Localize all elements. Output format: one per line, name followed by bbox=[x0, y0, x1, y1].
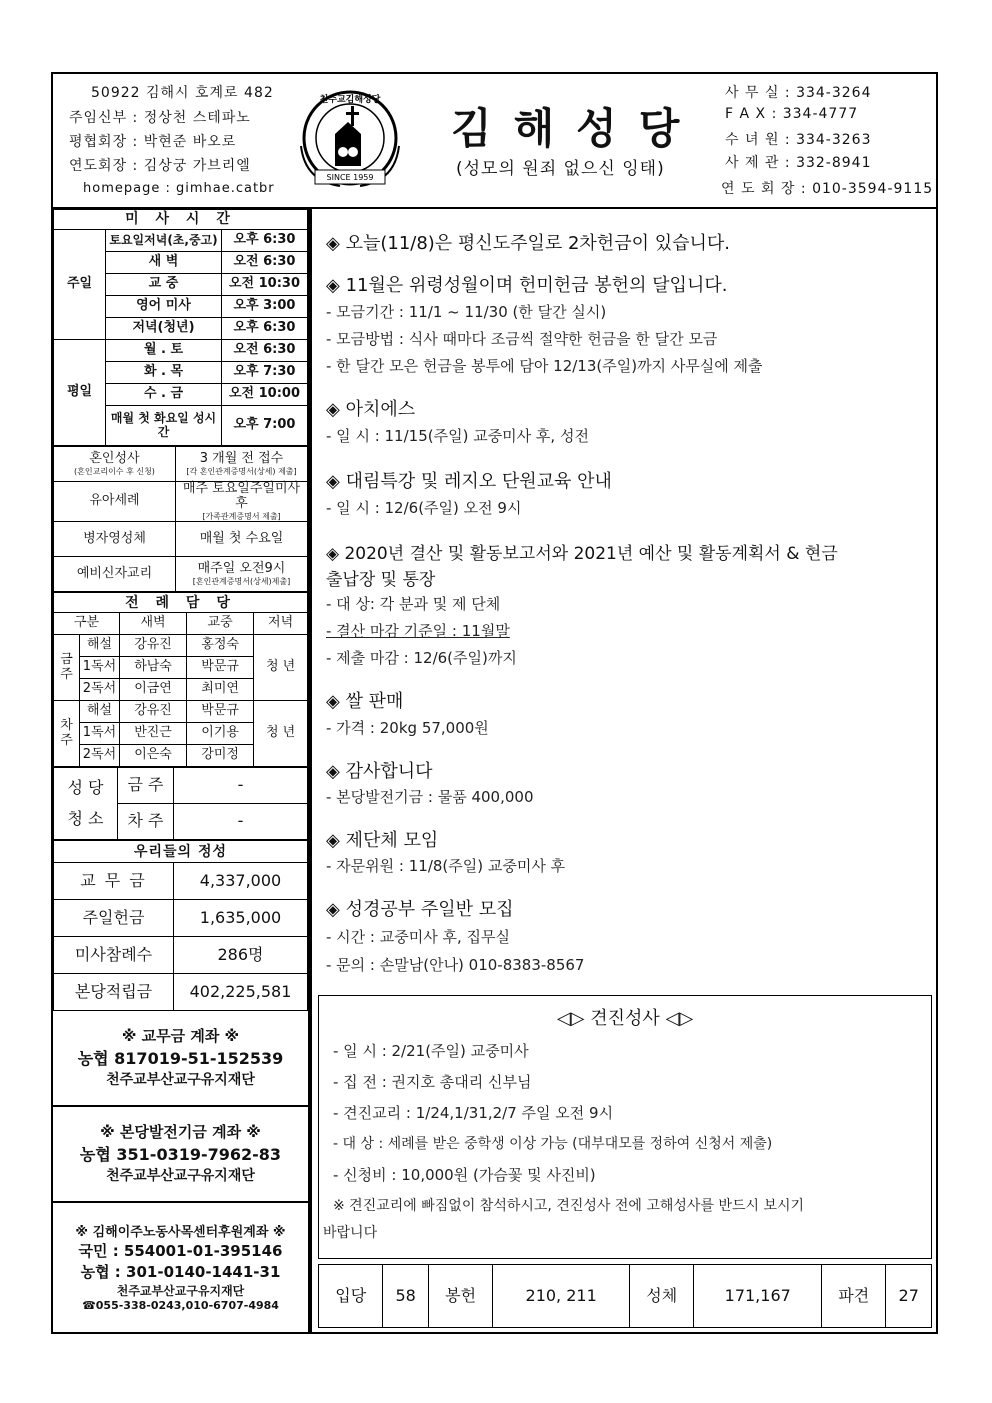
sacrament-name: 혼인성사 bbox=[89, 450, 140, 466]
account-number: 농협 817019-51-152539 bbox=[77, 1049, 284, 1069]
col-header: 구분 bbox=[54, 613, 120, 635]
notice-line: - 한 달간 모은 헌금을 봉투에 담아 12/13(주일)까지 사무실에 제출 bbox=[326, 357, 763, 375]
notice-line: - 모금기간 : 11/1 ~ 11/30 (한 달간 실시) bbox=[326, 303, 607, 321]
offerings-title: 우리들의 정성 bbox=[54, 841, 308, 863]
notice-line: - 본당발전기금 : 물품 400,000 bbox=[326, 788, 534, 806]
role: 2독서 bbox=[80, 679, 120, 701]
notice-line: - 일 시 : 12/6(주일) 오전 9시 bbox=[326, 499, 522, 517]
notice-heading: ◈ 오늘(11/8)은 평신도주일로 2차헌금이 있습니다. bbox=[326, 233, 730, 254]
confirmation-note: 바랍니다 bbox=[323, 1225, 378, 1241]
offering-label: 교 무 금 bbox=[54, 863, 174, 900]
offering-value: 402,225,581 bbox=[174, 974, 308, 1011]
sacrament-value-note: [가족관계증명서 제출] bbox=[202, 511, 281, 521]
account-title: ※ 본당발전기금 계좌 ※ bbox=[100, 1123, 261, 1142]
stat-label: 파견 bbox=[822, 1265, 886, 1328]
mass-time: 오후 6:30 bbox=[222, 318, 308, 340]
person: 반진근 bbox=[120, 723, 187, 745]
fax: F A X : 334-4777 bbox=[725, 106, 859, 122]
parish-logo-icon bbox=[285, 86, 415, 201]
offering-label: 본당적립금 bbox=[54, 974, 174, 1011]
person: 강미정 bbox=[187, 745, 254, 767]
notice-heading: ◈ 11월은 위령성월이며 헌미헌금 봉헌의 달입니다. bbox=[326, 275, 728, 296]
cleaning-table bbox=[53, 767, 308, 840]
mass-time: 오전 10:00 bbox=[222, 384, 308, 406]
notice-line: - 모금방법 : 식사 때마다 조금씩 절약한 헌금을 한 달간 모금 bbox=[326, 330, 718, 348]
mass-time: 오후 6:30 bbox=[222, 230, 308, 252]
mass-time: 오후 7:30 bbox=[222, 362, 308, 384]
mass-time: 오전 6:30 bbox=[222, 340, 308, 362]
stat-label: 성체 bbox=[630, 1265, 694, 1328]
mass-name: 영어 미사 bbox=[106, 296, 222, 318]
account-holder: 천주교부산교구유지재단 bbox=[106, 1072, 255, 1089]
person: 이금연 bbox=[120, 679, 187, 701]
confirmation-line: - 신청비 : 10,000원 (가슴꽃 및 사진비) bbox=[333, 1166, 596, 1184]
week-label: 차주 bbox=[54, 701, 80, 767]
liturgy-title: 전 례 담 당 bbox=[54, 593, 308, 613]
stat-label: 입당 bbox=[319, 1265, 383, 1328]
person: 홍정숙 bbox=[187, 635, 254, 657]
council-president: 평협회장 : 박현준 바오로 bbox=[69, 134, 237, 150]
account-box bbox=[53, 1203, 308, 1312]
logo-text: 천주교김해성당 bbox=[319, 95, 381, 105]
person: 이기용 bbox=[187, 723, 254, 745]
column-divider bbox=[310, 209, 312, 1334]
account-phone: ☎055-338-0243,010-6707-4984 bbox=[82, 1299, 279, 1313]
account-holder: 천주교부산교구유지재단 bbox=[106, 1168, 255, 1185]
stat-value: 27 bbox=[886, 1265, 932, 1328]
notices-column bbox=[312, 209, 936, 1334]
sacrament-note: (혼인교리이수 후 신청) bbox=[74, 466, 155, 476]
mass-name: 저녁(청년) bbox=[106, 318, 222, 340]
cleaning-week: 금 주 bbox=[118, 768, 174, 804]
offering-value: 1,635,000 bbox=[174, 900, 308, 937]
notice-heading: ◈ 쌀 판매 bbox=[326, 691, 404, 712]
offering-value: 286명 bbox=[174, 937, 308, 974]
stat-value: 171,167 bbox=[694, 1265, 822, 1328]
notice-heading: ◈ 아치에스 bbox=[326, 399, 416, 420]
confirmation-box bbox=[318, 995, 932, 1259]
mass-name: 화 . 목 bbox=[106, 362, 222, 384]
mass-name: 매월 첫 화요일 성시간 bbox=[106, 406, 222, 446]
header bbox=[53, 74, 936, 209]
address: 50922 김해시 호계로 482 bbox=[91, 85, 274, 101]
yeondo-phone: 연 도 회 장 : 010-3594-9115 bbox=[721, 181, 934, 197]
offering-label: 미사참례수 bbox=[54, 937, 174, 974]
cleaning-label: 청 소 bbox=[67, 808, 104, 828]
account-number: 국민 : 554001-01-395146 bbox=[78, 1242, 283, 1261]
offering-label: 주일헌금 bbox=[54, 900, 174, 937]
mass-time: 오후 7:00 bbox=[222, 406, 308, 446]
role: 1독서 bbox=[80, 657, 120, 679]
person: 박문규 bbox=[187, 701, 254, 723]
account-holder: 천주교부산교구유지재단 bbox=[116, 1284, 245, 1299]
cleaning-week: 차 주 bbox=[118, 804, 174, 840]
weekday-label: 평일 bbox=[54, 340, 106, 446]
mass-name: 새 벽 bbox=[106, 252, 222, 274]
sacrament-value: 매주 토요일주일미사 후 bbox=[182, 481, 301, 511]
sacrament-name: 유아세례 bbox=[54, 482, 176, 522]
sunday-label: 주일 bbox=[54, 230, 106, 340]
person: 강유진 bbox=[120, 635, 187, 657]
rectory-phone: 사 제 관 : 332-8941 bbox=[725, 155, 872, 171]
mass-name: 토요일저녁(초,중고) bbox=[106, 230, 222, 252]
cleaning-team: - bbox=[174, 804, 308, 840]
convent-phone: 수 녀 원 : 334-3263 bbox=[725, 132, 872, 148]
logo-since: SINCE 1959 bbox=[326, 173, 374, 182]
notice-line: - 가격 : 20kg 57,000원 bbox=[326, 719, 489, 737]
offering-value: 4,337,000 bbox=[174, 863, 308, 900]
person: 하남숙 bbox=[120, 657, 187, 679]
role: 2독서 bbox=[80, 745, 120, 767]
person: 박문규 bbox=[187, 657, 254, 679]
yeondo-president: 연도회장 : 김상궁 가브리엘 bbox=[69, 158, 251, 174]
stat-value: 58 bbox=[383, 1265, 428, 1328]
account-number: 농협 : 301-0140-1441-31 bbox=[80, 1263, 281, 1282]
confirmation-line: - 대 상 : 세례를 받은 중학생 이상 가능 (대부대모를 정하여 신청서 제출) bbox=[333, 1136, 773, 1152]
mass-times-table bbox=[53, 209, 308, 446]
bulletin-frame bbox=[51, 72, 938, 1334]
notice-heading: ◈ 2020년 결산 및 활동보고서와 2021년 예산 및 활동계획서 & 현금 bbox=[326, 544, 838, 564]
account-box bbox=[53, 1107, 308, 1203]
left-column bbox=[53, 209, 310, 1334]
cleaning-label: 성 당 bbox=[67, 778, 104, 798]
confirmation-note: ※ 견진교리에 빠짐없이 참석하시고, 견진성사 전에 고해성사를 반드시 보시기 bbox=[333, 1198, 805, 1214]
person: 강유진 bbox=[120, 701, 187, 723]
col-header: 새벽 bbox=[120, 613, 187, 635]
col-header: 저녁 bbox=[254, 613, 308, 635]
stats-table bbox=[318, 1264, 932, 1328]
notice-line: - 일 시 : 11/15(주일) 교중미사 후, 성전 bbox=[326, 427, 589, 445]
mass-time: 오전 6:30 bbox=[222, 252, 308, 274]
confirmation-line: - 견진교리 : 1/24,1/31,2/7 주일 오전 9시 bbox=[333, 1104, 614, 1122]
page-subtitle: (성모의 원죄 없으신 잉태) bbox=[456, 159, 665, 179]
role: 1독서 bbox=[80, 723, 120, 745]
notice-heading: ◈ 대림특강 및 레지오 단원교육 안내 bbox=[326, 471, 612, 492]
sacrament-value-note: [각 혼인관계증명서(상세) 제출] bbox=[186, 466, 297, 476]
liturgy-table bbox=[53, 592, 308, 767]
offerings-table bbox=[53, 840, 308, 1011]
mass-name: 수 . 금 bbox=[106, 384, 222, 406]
notice-line: - 제출 마감 : 12/6(주일)까지 bbox=[326, 649, 517, 667]
confirmation-line: - 일 시 : 2/21(주일) 교중미사 bbox=[333, 1042, 529, 1060]
mass-name: 교 중 bbox=[106, 274, 222, 296]
sacrament-value: 매주일 오전9시 bbox=[197, 561, 286, 576]
account-title: ※ 교무금 계좌 ※ bbox=[121, 1027, 240, 1046]
col-header: 교중 bbox=[187, 613, 254, 635]
role: 해설 bbox=[80, 701, 120, 723]
mass-time: 오후 3:00 bbox=[222, 296, 308, 318]
notice-line: - 자문위원 : 11/8(주일) 교중미사 후 bbox=[326, 857, 566, 875]
person: 이은숙 bbox=[120, 745, 187, 767]
mass-title: 미 사 시 간 bbox=[54, 210, 308, 230]
mass-name: 월 . 토 bbox=[106, 340, 222, 362]
person: 최미연 bbox=[187, 679, 254, 701]
sacrament-value: 3 개월 전 접수 bbox=[199, 450, 284, 466]
notice-line: - 대 상: 각 분과 및 제 단체 bbox=[326, 595, 501, 613]
notice-heading: 출납장 및 통장 bbox=[326, 570, 436, 590]
sacraments-table bbox=[53, 446, 308, 592]
mass-time: 오전 10:30 bbox=[222, 274, 308, 296]
sacrament-name: 병자영성체 bbox=[54, 522, 176, 557]
notice-heading: ◈ 성경공부 주일반 모집 bbox=[326, 899, 514, 920]
confirmation-title: ◁▷ 견진성사 ◁▷ bbox=[556, 1008, 694, 1029]
notice-heading: ◈ 제단체 모임 bbox=[326, 830, 439, 851]
role: 해설 bbox=[80, 635, 120, 657]
sacrament-value: 매월 첫 수요일 bbox=[176, 522, 308, 557]
notice-line: - 시간 : 교중미사 후, 집무실 bbox=[326, 928, 510, 946]
sacrament-name: 예비신자교리 bbox=[54, 557, 176, 592]
notice-line: - 문의 : 손말남(안나) 010-8383-8567 bbox=[326, 956, 585, 974]
stat-value: 210, 211 bbox=[493, 1265, 630, 1328]
evening-team: 청 년 bbox=[254, 635, 308, 701]
confirmation-line: - 집 전 : 권지호 총대리 신부님 bbox=[333, 1073, 532, 1091]
page-title: 김해성당 bbox=[451, 104, 702, 153]
week-label: 금주 bbox=[54, 635, 80, 701]
account-box bbox=[53, 1011, 308, 1107]
pastor: 주임신부 : 정상천 스테파노 bbox=[69, 110, 251, 126]
office-phone: 사 무 실 : 334-3264 bbox=[725, 85, 872, 101]
stat-label: 봉헌 bbox=[428, 1265, 492, 1328]
cleaning-team: - bbox=[174, 768, 308, 804]
notice-heading: ◈ 감사합니다 bbox=[326, 761, 433, 782]
account-title: ※ 김해이주노동사목센터후원계좌 ※ bbox=[75, 1225, 286, 1241]
account-number: 농협 351-0319-7962-83 bbox=[79, 1145, 282, 1165]
sacrament-value-note: [혼인관계증명서(상세)제출] bbox=[192, 576, 291, 586]
notice-line: - 결산 마감 기준일 : 11월말 bbox=[326, 622, 510, 640]
evening-team: 청 년 bbox=[254, 701, 308, 767]
homepage-link[interactable]: homepage : gimhae.catbr bbox=[83, 181, 275, 196]
